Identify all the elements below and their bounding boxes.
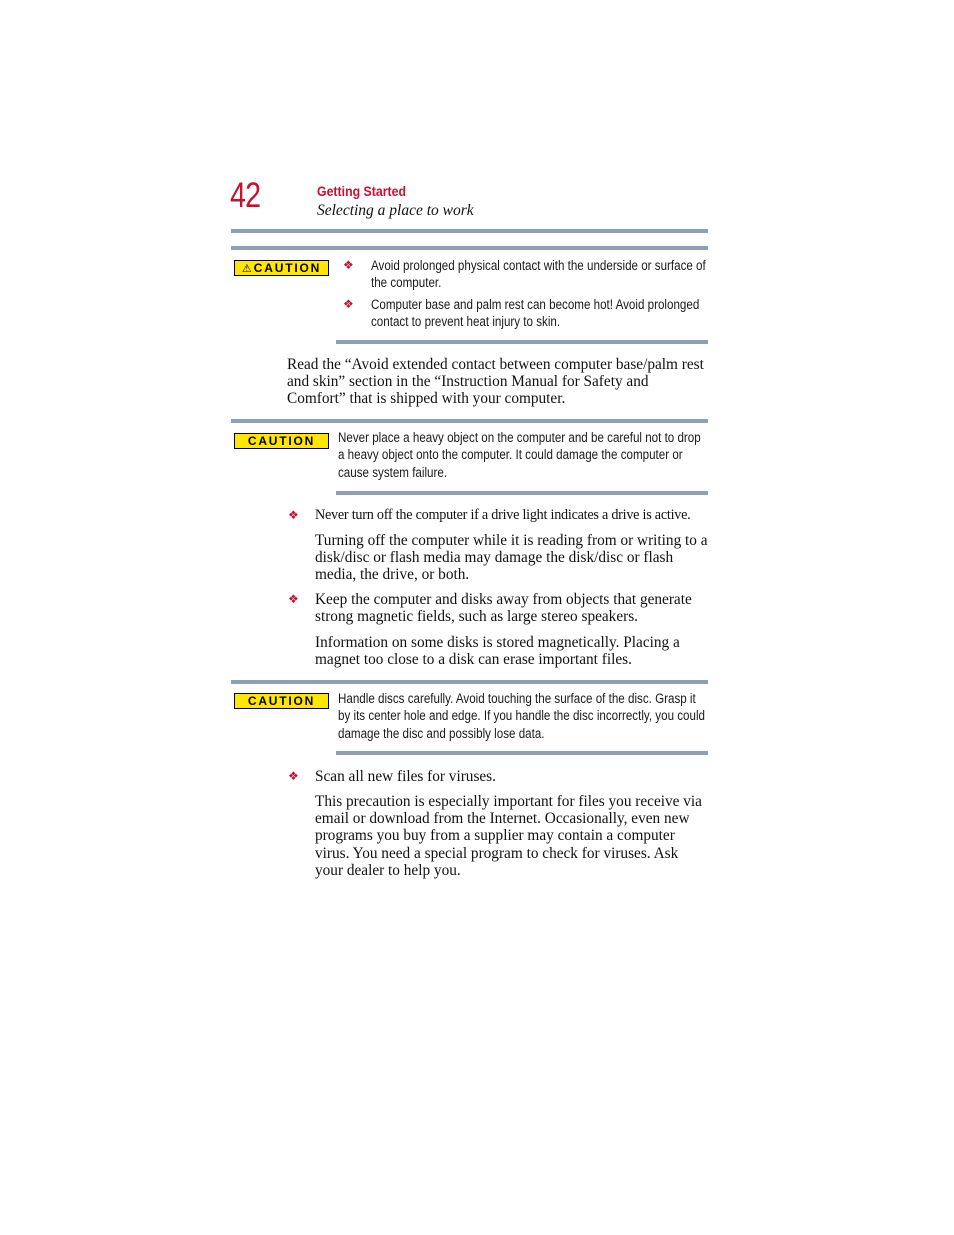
bullet-title: Never turn off the computer if a drive light indicates a drive is active. <box>315 507 691 523</box>
caution-bottom-rule <box>336 751 708 755</box>
read-paragraph: Read the “Avoid extended contact between computer base/palm rest and skin” section in the “Instruction Manual for Safety and Comfort” that is shipped with your computer. <box>287 356 704 408</box>
chapter-title: Getting Started <box>317 183 406 199</box>
caution-text: Never place a heavy object on the computer and be careful not to drop a heavy object onto the computer. It could damage the computer or cause system failure. <box>338 430 701 480</box>
caution-top-rule <box>231 419 708 423</box>
section-title: Selecting a place to work <box>317 202 474 219</box>
bullet-title: Scan all new files for viruses. <box>315 768 496 785</box>
caution-item: Avoid prolonged physical contact with the underside or surface of the computer. <box>371 258 706 291</box>
caution-text: Handle discs carefully. Avoid touching the surface of the disc. Grasp it by its center hole and edge. If you handle the disc incorrectly, you could damage the disc and possibly lose data. <box>338 691 706 741</box>
bullet-detail: Information on some disks is stored magnetically. Placing a magnet too close to a disk can erase important files. <box>315 634 680 669</box>
bullet-diamond-icon: ❖ <box>343 297 354 311</box>
caution-badge <box>234 433 329 449</box>
caution-badge-label: CAUTION <box>247 694 316 708</box>
caution-badge <box>234 260 329 276</box>
caution-badge <box>234 693 329 709</box>
page-number: 42 <box>230 176 261 215</box>
bullet-diamond-icon: ❖ <box>288 769 299 783</box>
bullet-diamond-icon: ❖ <box>288 508 299 522</box>
caution-badge-label: CAUTION <box>253 261 322 275</box>
warning-triangle-icon: ⚠ <box>241 262 252 275</box>
caution-bottom-rule <box>336 340 708 344</box>
bullet-title: Keep the computer and disks away from objects that generate strong magnetic fields, such as large stereo speakers. <box>315 591 692 626</box>
bullet-diamond-icon: ❖ <box>343 258 354 272</box>
header-rule <box>231 229 708 233</box>
caution-top-rule <box>231 246 708 250</box>
bullet-detail: This precaution is especially important for files you receive via email or download from the Internet. Occasionally, even new programs you buy from a supplier may contain a computer virus. You need a special program to check for viruses. Ask your dealer to help you. <box>315 793 702 879</box>
caution-top-rule <box>231 680 708 684</box>
bullet-detail: Turning off the computer while it is reading from or writing to a disk/disc or flash media may damage the disk/disc or flash media, the drive, or both. <box>315 532 708 584</box>
caution-item: Computer base and palm rest can become hot! Avoid prolonged contact to prevent heat injury to skin. <box>371 297 700 330</box>
bullet-diamond-icon: ❖ <box>288 592 299 606</box>
caution-bottom-rule <box>336 491 708 495</box>
caution-badge-label: CAUTION <box>247 434 316 448</box>
